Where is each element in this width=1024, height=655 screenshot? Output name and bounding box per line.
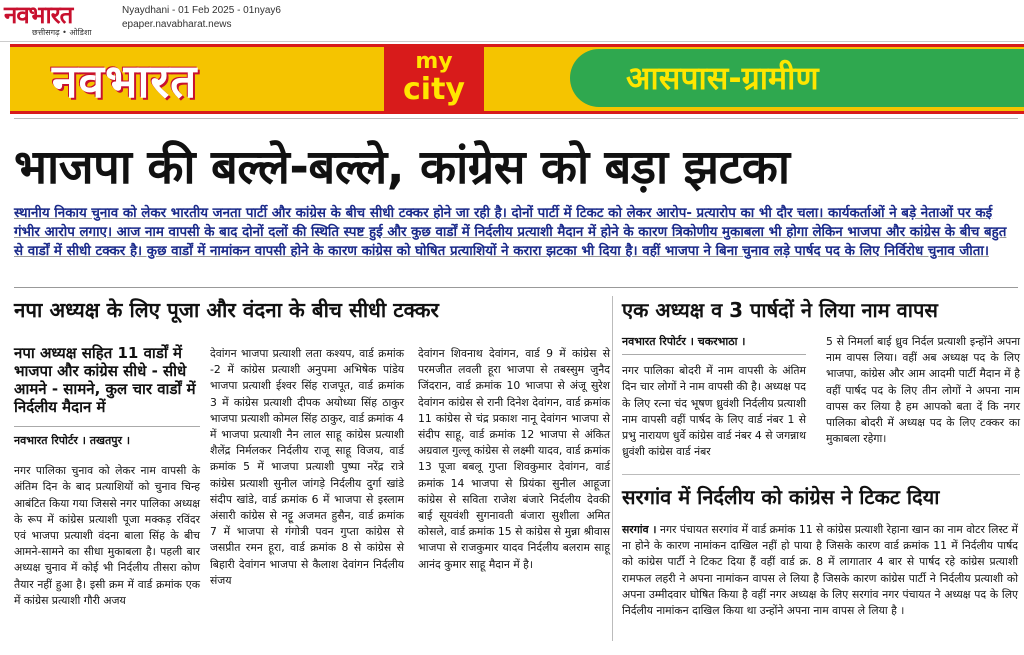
story1-column-2: देवांगन भाजपा प्रत्याशी लता कश्यप, वार्ड क्रमांक -2 में कांग्रेस प्रत्याशी अनुपमा अभिषेक पांडेय भाजपा प्रत्याशी ईश्वर सिंह राजपूत, वार्ड क्रमांक 3 में कांग्रेस प्रत्याशी दीपक अयोध्या सिंह ठाकुर भाजपा प्रत्याशी कोमल सिंह ठाकुर, वार्ड क्रमांक 4 में भाजपा प्रत्याशी नैन लाल साहू कांग्रेस प्रत्याशी शैलेंद्र निर्मलकर निर्दलीय राजू साहू विजय, वार्ड क्रमांक 5 में भाजपा प्रत्याशी पुष्पा नरेंद्र रात्रे कांग्रेस प्रत्याशी सुनील जांगड़े निर्दलीय दुर्गा खांडे संदीप खांडे, वार्ड क्रमांक 6 में भाजपा से इस्लाम अंसारी कांग्रेस से नट्टू अजमत हुसैन, वार्ड क्रमांक 7 में भाजपा से गंगोत्री पवन गुप्ता कांग्रेस से जसप्रीत रमन हूरा, वार्ड क्रमांक 8 से कांग्रेस से बिहारी देवांगन भाजपा से कैलाश देवांगन निर्दलीय संजय: [210, 347, 404, 587]
story2-column-2: 5 से निमर्ला बाई ध्रुव निर्दल प्रत्याशी इन्होंने अपना नाम वापस लिया। वहीं अब अध्यक्ष पद के लिए भाजपा, कांग्रेस और आम आदमी पार्टी मैदान में है वहीं पार्षद पद के लिए तीन लोगों ने अपना नाम वापस कर लिया है हम आपको बता दें कि नगर पालिका बोदरी में अध्यक्ष पद के लिए टक्कर का मुकाबला रहेगा।: [826, 335, 1020, 446]
banner-brand: नवभारत: [52, 54, 198, 108]
intro-divider: [14, 287, 1018, 288]
story2-text-1: नगर पालिका बोदरी में नाम वापसी के अंतिम दिन चार लोगों ने नाम वापसी की है। अध्यक्ष पद के लिए रत्ना चंद भूषण ध्रुवंशी निर्दलीय प्रत्याशी नाम वापसी वहीं पार्षद के लिए वार्ड नंबर 1 से प्रभु नारायण धुर्वे कांग्रेस वार्ड नंबर 4 से जगन्नाथ ध्रुवंशी कांग्रेस वार्ड नंबर: [622, 364, 806, 459]
logo-text: नवभारत: [4, 1, 73, 29]
epaper-url: epaper.navabharat.news: [122, 19, 232, 30]
mycity-logo: [384, 44, 484, 114]
story1-column-1: [14, 344, 200, 609]
main-headline: भाजपा की बल्ले-बल्ले, कांग्रेस को बड़ा झटका: [14, 140, 790, 195]
story1-kicker: नपा अध्यक्ष सहित 11 वार्डों में भाजपा और कांग्रेस सीधे - सीधे आमने - सामने, कुल चार वार्डों में निर्दलीय मैदान में: [14, 344, 196, 416]
story-divider: [622, 474, 1020, 475]
story3-body: [622, 522, 1018, 619]
story3-dateline: सरगांव ।: [622, 523, 657, 536]
edition-line: Nyaydhani - 01 Feb 2025 - 01nyay6: [122, 5, 281, 16]
story2-byline: नवभारत रिपोर्टर । चकरभाठा ।: [622, 334, 806, 355]
story3-text: नगर पंचायत सरगांव में वार्ड क्रमांक 11 से कांग्रेस प्रत्याशी रेहाना खान का नाम वोटर लिस्ट में ना होने के कारण नामांकन दाखिल नहीं हो पाया है जिसके कारण वार्ड क्रमांक 11 में निर्दलीय पार्षद को कांग्रेस पार्टी ने टिकट दिया हैं वहीं वार्ड क्र. 8 में लागातार 4 बार से पार्षद रहे कांग्रेस प्रत्याशी रामफल लहरी ने अपना नामांकन वापस ले लिया है जिसके कारण कांग्रेस पार्टी ने निर्दलीय प्रत्याशी को अपना उम्मीदवार घोषित किया है वहीं नगर अध्यक्ष के लिए सरगांव नगर पंचायत ने अध्यक्ष पद के लिए निर्दलीय नामांकन दाखिल किया था उन्होंने अपना नाम वापस ले लिया है ।: [622, 523, 1019, 618]
edition-info: [122, 4, 281, 32]
mycity-city: city: [403, 72, 465, 107]
top-divider: [0, 41, 1024, 42]
story2-heading: एक अध्यक्ष व 3 पार्षदों ने लिया नाम वापस: [622, 298, 938, 322]
section-banner: [10, 44, 1024, 114]
section-title: आसपास-ग्रामीण: [570, 49, 1024, 107]
mycity-my: my: [415, 49, 453, 74]
banner-divider: [14, 118, 1018, 119]
story1-heading: नपा अध्यक्ष के लिए पूजा और वंदना के बीच सीधी टक्कर: [14, 298, 439, 322]
story3-heading: सरगांव में निर्दलीय को कांग्रेस ने टिकट दिया: [622, 485, 940, 509]
story1-byline: नवभारत रिपोर्टर । तखतपुर ।: [14, 426, 200, 449]
intro-text: स्थानीय निकाय चुनाव को लेकर भारतीय जनता पार्टी और कांग्रेस के बीच सीधी टक्कर होने जा रही है। दोनों पार्टी में टिकट को लेकर आरोप- प्रत्यारोप का भी दौर चला। कार्यकर्ताओं ने बड़े नेताओं पर कई गंभीर आरोप लगाए। आज नाम वापसी के बाद दोनों दलों की स्थिति स्पष्ट हुई और कुछ वार्डों में निर्दलीय प्रत्याशी मैदान में होने के कारण त्रिकोणीय मुकाबला भी होगा लेकिन भाजपा और कांग्रेस के बीच बहुत से वार्डों में सीधी टक्कर है। कुछ वार्डों में नामांकन वापसी होने के कारण कांग्रेस को घोषित प्रत्याशियों ने करारा झटका भी दिया है। वहीं भाजपा ने बिना चुनाव लड़े पार्षद पद के लिए निर्विरोध चुनाव जीता।: [14, 206, 1007, 259]
story1-text-1: नगर पालिका चुनाव को लेकर नाम वापसी के अंतिम दिन के बाद प्रत्याशियों को चुनाव चिन्ह आबंटित किया गया जिससे नगर पालिका अध्यक्ष के रूप में कांग्रेस प्रत्याशी पूजा मक्कड़ रविंदर एवं भाजपा प्रत्याशी वंदना बाला सिंह के बीच आमने-सामने का सीधा मुकाबला है। पहली बार अध्यक्ष चुनाव में कोई भी निर्दलीय तीसरा कोण तैयार नहीं हुआ है। इसी क्रम में वार्ड क्रमांक एक में कांग्रेस प्रत्याशी गौरी अजय: [14, 464, 200, 607]
intro-paragraph: [14, 204, 1018, 261]
newspaper-logo: [4, 3, 112, 39]
logo-subtext: छत्तीसगढ़ • ओडिशा: [32, 28, 92, 37]
story1-column-3: देवांगन शिवनाथ देवांगन, वार्ड 9 में कांग्रेस से परमजीत लवली हूरा भाजपा से तबस्सुम जुनैद जिंदरान, वार्ड क्रमांक 10 भाजपा से अंजू सुरेश देवांगन कांग्रेस से रानी दिनेश देवांगन, वार्ड क्रमांक 11 कांग्रेस से चंद्र प्रकाश नानू देवांगन भाजपा से संदीप साहू, वार्ड क्रमांक 12 भाजपा से अंकित अग्रवाल गुल्लू कांग्रेस से लक्ष्मी यादव, वार्ड क्रमांक 13 पूजा बबलू गुप्ता शिवकुमार देवांगन, वार्ड क्रमांक 14 भाजपा से प्रियंका सुनील आहूजा कांग्रेस से सविता राजेश बंजारे निर्दलीय देवकी बाई सूयवंशी सुगनावती बंजारा सुशीला अमित कोसले, वार्ड क्रमांक 15 से कांग्रेस से मुन्ना श्रीवास भाजपा से राजकुमार यादव निर्दलीय बलराम साहू आनंद कुमार साहू मैदान में है।: [418, 347, 610, 571]
story2-column-1: [622, 334, 806, 460]
column-divider: [612, 296, 613, 641]
